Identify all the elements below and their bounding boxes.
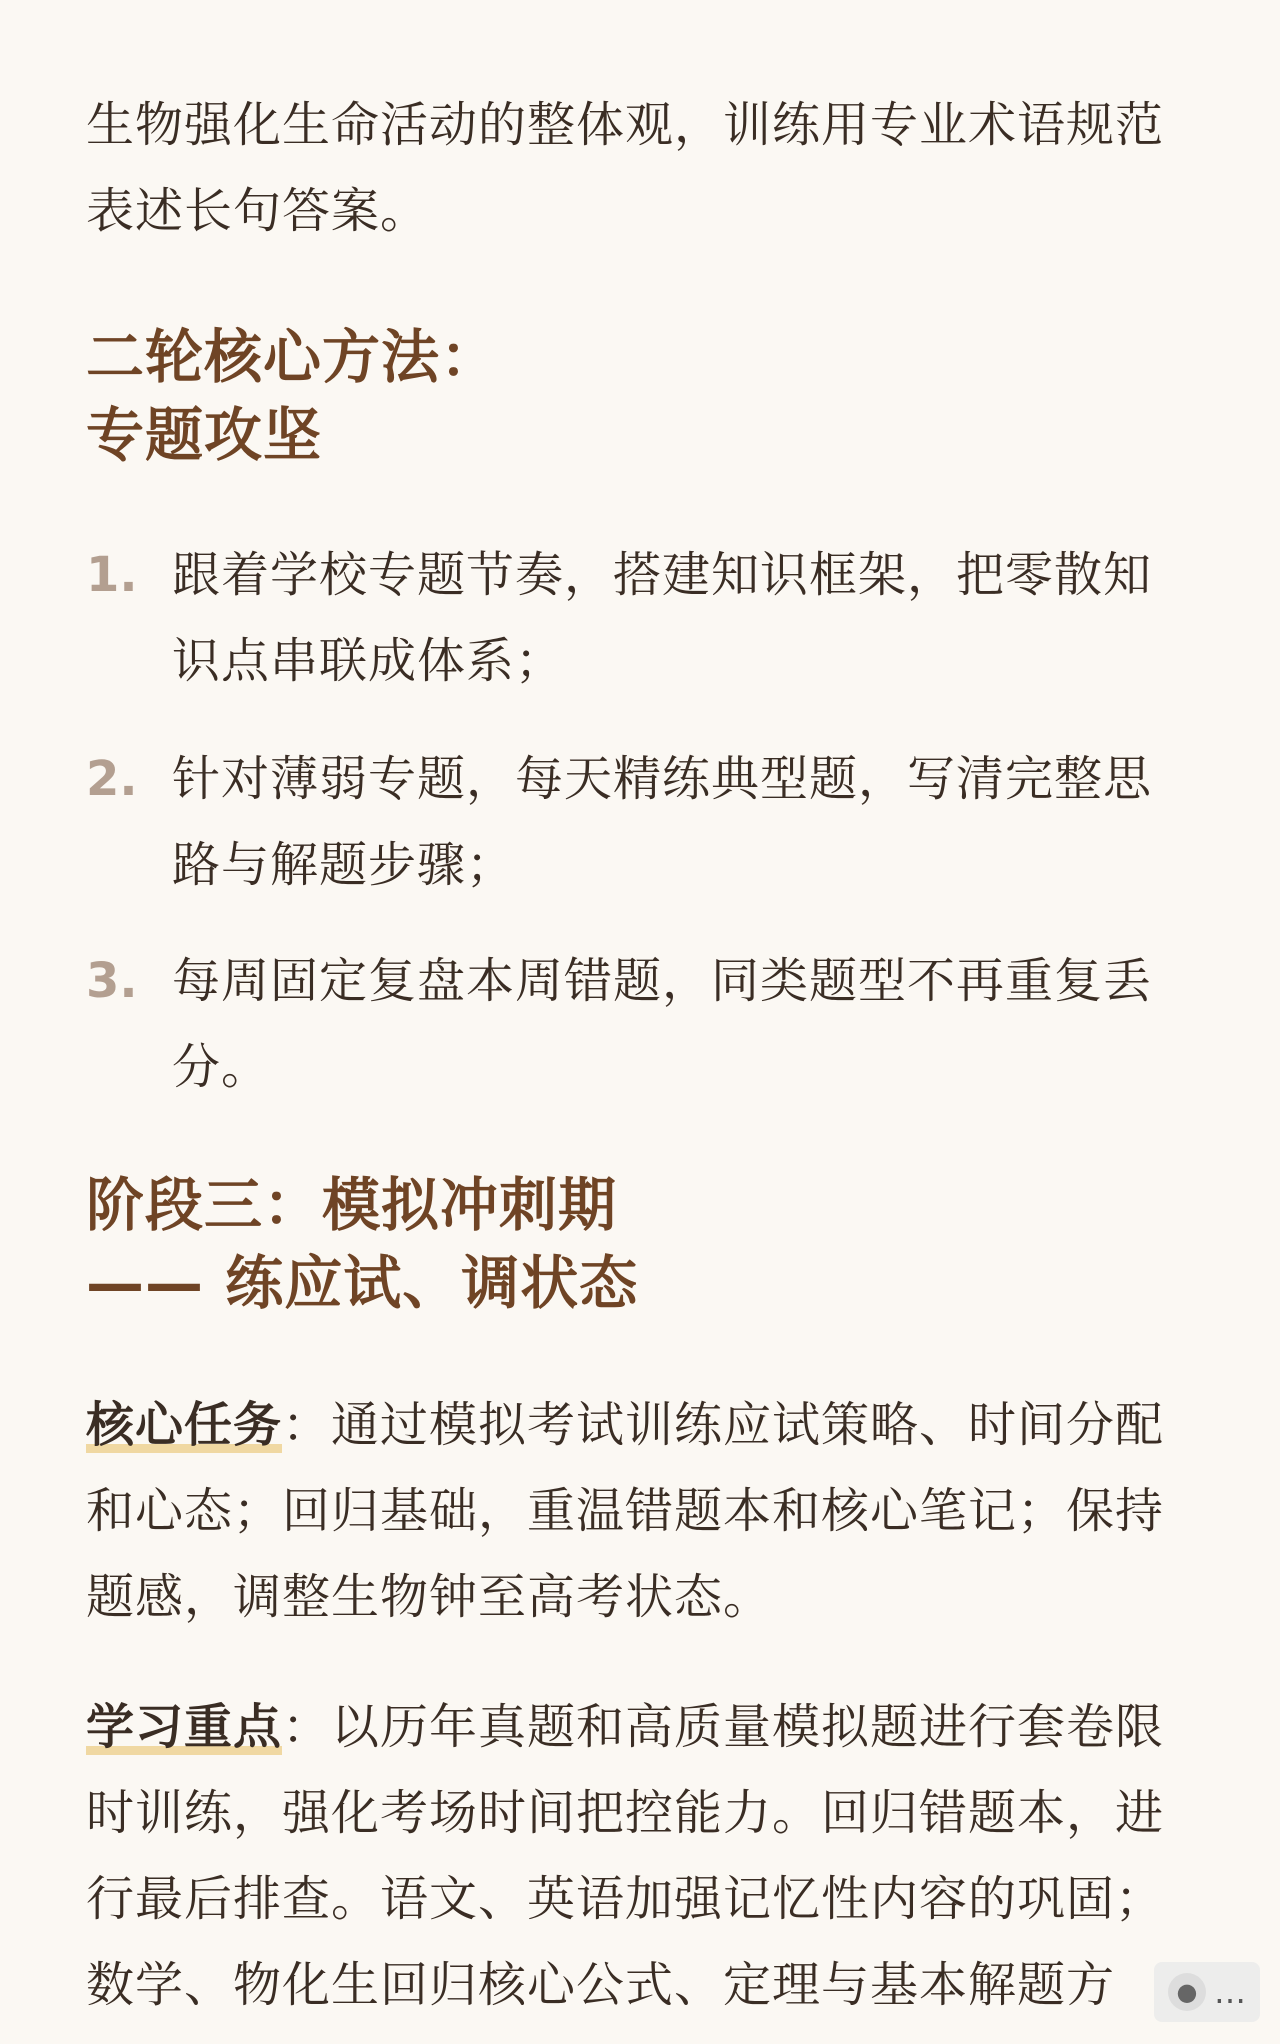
section-heading-line-2: 专题攻坚 (86, 401, 323, 469)
watermark-badge (1154, 1962, 1260, 2022)
watermark-text: … (1214, 1973, 1246, 2011)
stage3-heading-line-1: 阶段三：模拟冲刺期 (86, 1171, 618, 1239)
list-number: 2. (86, 751, 138, 807)
list-item-line: 针对薄弱专题，每天精练典型题，写清完整思 (172, 751, 1153, 807)
core-task-line-2: 和心态；回归基础，重温错题本和核心笔记；保持 (86, 1483, 1165, 1539)
list-item-line: 分。 (172, 1039, 271, 1095)
study-focus-line-4: 数学、物化生回归核心公式、定理与基本解题方 (86, 1957, 1116, 2013)
study-focus-line-2: 时训练，强化考场时间把控能力。回归错题本，进 (86, 1785, 1165, 1841)
core-task-line-1 (86, 1382, 1186, 1468)
study-focus-line-1 (86, 1684, 1186, 1770)
list-item-line: 每周固定复盘本周错题，同类题型不再重复丢 (172, 953, 1153, 1009)
list-item-2 (86, 736, 1216, 916)
list-item-3 (86, 938, 1216, 1118)
core-task-text: ：通过模拟考试训练应试策略、时间分配 (282, 1397, 1165, 1453)
study-focus-paragraph (86, 1684, 1186, 2028)
list-item-line: 路与解题步骤； (172, 837, 516, 893)
core-task-paragraph (86, 1382, 1186, 1640)
study-focus-text: ：以历年真题和高质量模拟题进行套卷限 (282, 1699, 1165, 1755)
stage3-heading-line-2: —— 练应试、调状态 (86, 1249, 639, 1317)
intro-line-1: 生物强化生命活动的整体观，训练用专业术语规范 (86, 97, 1165, 153)
list-item-text (172, 532, 1212, 704)
study-focus-label: 学习重点 (86, 1699, 283, 1755)
core-task-line-3: 题感，调整生物钟至高考状态。 (86, 1569, 773, 1625)
section-heading-method (86, 318, 1186, 474)
list-item-text (172, 938, 1212, 1110)
list-item-1 (86, 532, 1216, 712)
list-number: 3. (86, 953, 138, 1009)
avatar-icon: ● (1168, 1973, 1206, 2011)
list-item-line: 识点串联成体系； (172, 633, 565, 689)
list-item-text (172, 736, 1212, 908)
study-focus-line-3: 行最后排查。语文、英语加强记忆性内容的巩固； (86, 1871, 1165, 1927)
section-heading-line-1: 二轮核心方法： (86, 323, 500, 391)
list-number: 1. (86, 547, 138, 603)
core-task-label: 核心任务 (86, 1397, 283, 1453)
stage3-heading (86, 1166, 1186, 1322)
list-item-line: 跟着学校专题节奏，搭建知识框架，把零散知 (172, 547, 1153, 603)
intro-line-2: 表述长句答案。 (86, 183, 430, 239)
intro-paragraph (86, 82, 1186, 254)
